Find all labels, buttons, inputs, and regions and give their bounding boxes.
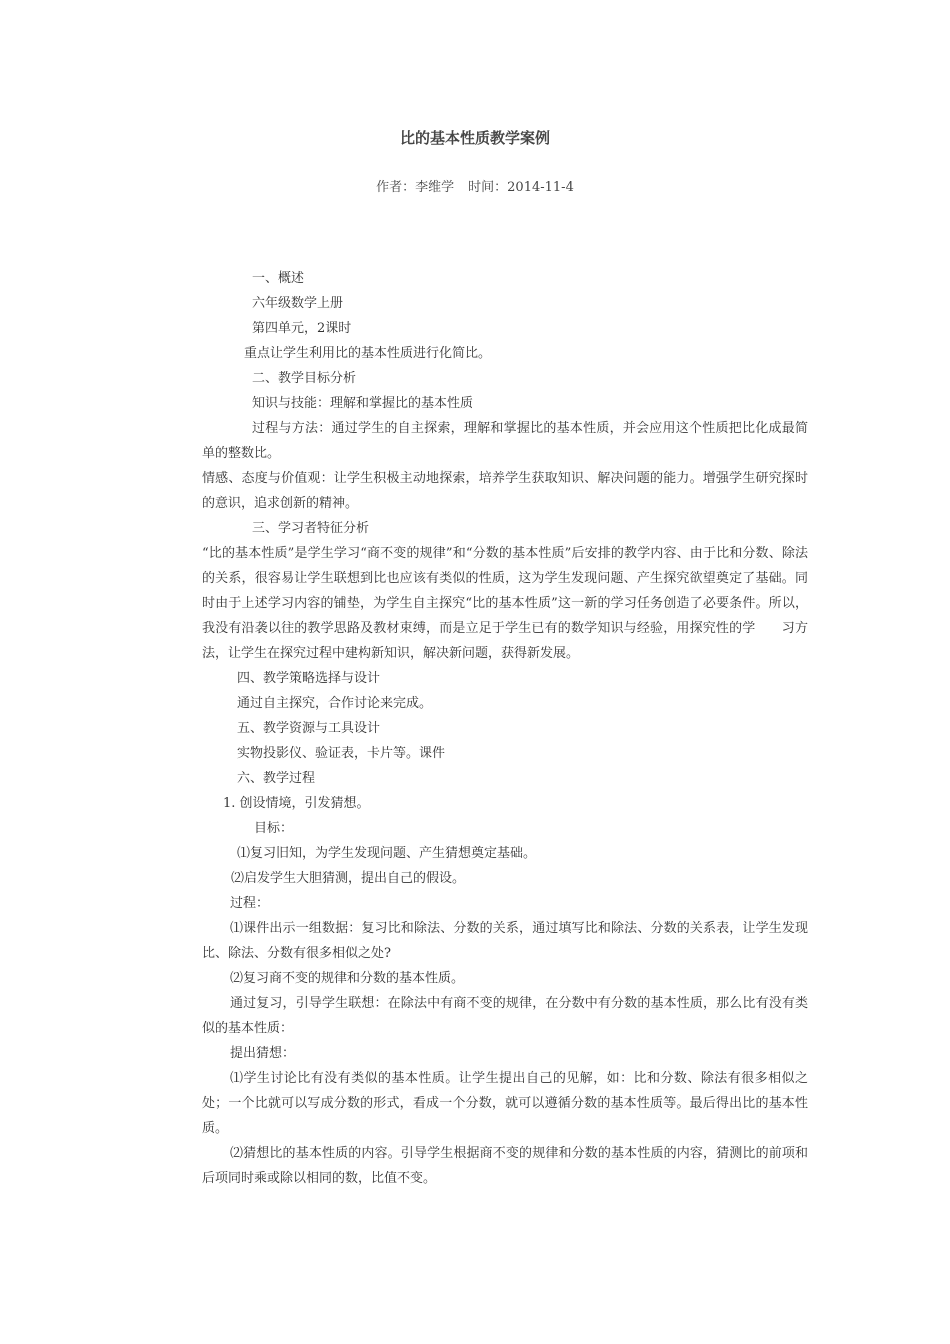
section-heading-resources: 五、教学资源与工具设计 — [237, 721, 381, 736]
paragraph: 实物投影仪、验证表，卡片等。课件 — [237, 746, 446, 761]
paragraph: 情感、态度与价值观：让学生积极主动地探索，培养学生获取知识、解决问题的能力。增强学生研究探时的意识，追求创新的精神。 — [202, 471, 808, 511]
paragraph: 重点让学生利用比的基本性质进行化简比。 — [244, 346, 492, 361]
document-body — [202, 266, 808, 1191]
paragraph: 第四单元，2课时 — [252, 321, 352, 336]
author-label: 作者：李维学 — [376, 180, 455, 195]
document-meta — [0, 176, 950, 195]
list-item: ⑴课件出示一组数据：复习比和除法、分数的关系，通过填写比和除法、分数的关系表，让学生发现比、除法、分数有很多相似之处? — [202, 921, 808, 961]
paragraph: 通过自主探究，合作讨论来完成。 — [237, 696, 433, 711]
paragraph: 通过复习，引导学生联想：在除法中有商不变的规律，在分数中有分数的基本性质，那么比有没有类似的基本性质： — [202, 996, 808, 1036]
list-item: ⑵启发学生大胆猜测，提出自己的假设。 — [231, 871, 466, 886]
list-item: ⑵猜想比的基本性质的内容。引导学生根据商不变的规律和分数的基本性质的内容，猜测比的前项和后项同时乘或除以相同的数，比值不变。 — [202, 1146, 808, 1186]
paragraph: 六年级数学上册 — [252, 296, 344, 311]
section-heading-strategy: 四、教学策略选择与设计 — [237, 671, 381, 686]
section-heading-overview: 一、概述 — [252, 271, 305, 286]
paragraph: 提出猜想： — [230, 1046, 296, 1061]
list-item: ⑴复习旧知，为学生发现问题、产生猜想奠定基础。 — [237, 846, 537, 861]
section-heading-objectives: 二、教学目标分析 — [252, 371, 357, 386]
paragraph: 目标： — [254, 821, 294, 836]
list-item: ⑴学生讨论比有没有类似的基本性质。让学生提出自己的见解，如：比和分数、除法有很多相似之处；一个比就可以写成分数的形式，看成一个分数，就可以遵循分数的基本性质等。最后得出比的基本性质。 — [202, 1071, 808, 1136]
paragraph: 知识与技能：理解和掌握比的基本性质 — [252, 396, 474, 411]
section-heading-learners: 三、学习者特征分析 — [252, 521, 370, 536]
numbered-heading: 1. 创设情境，引发猜想。 — [223, 796, 370, 811]
paragraph: 过程与方法：通过学生的自主探索，理解和掌握比的基本性质，并会应用这个性质把比化成最简单的整数比。 — [202, 421, 808, 461]
list-item: ⑵复习商不变的规律和分数的基本性质。 — [230, 971, 465, 986]
document-title: 比的基本性质教学案例 — [399, 129, 550, 147]
date-label: 时间：2014-11-4 — [468, 180, 574, 195]
paragraph: “比的基本性质”是学生学习“商不变的规律”和“分数的基本性质”后安排的教学内容、由于比和分数、除法的关系，很容易让学生联想到比也应该有类似的性质，这为学生发现问题、产生探究欲望奠定了基础。同时由于上述学习内容的铺垫，为学生自主探究“比的基本性质”这一新的学习任务创造了必要条件。所以，我没有沿袭以往的教学思路及教材束缚，而是立足于学生已有的数学知识与经验，用探究性的学 习方法，让学生在探究过程中建构新知识，解决新问题，获得新发展。 — [202, 546, 808, 661]
paragraph: 过程： — [230, 896, 270, 911]
section-heading-process: 六、教学过程 — [237, 771, 316, 786]
